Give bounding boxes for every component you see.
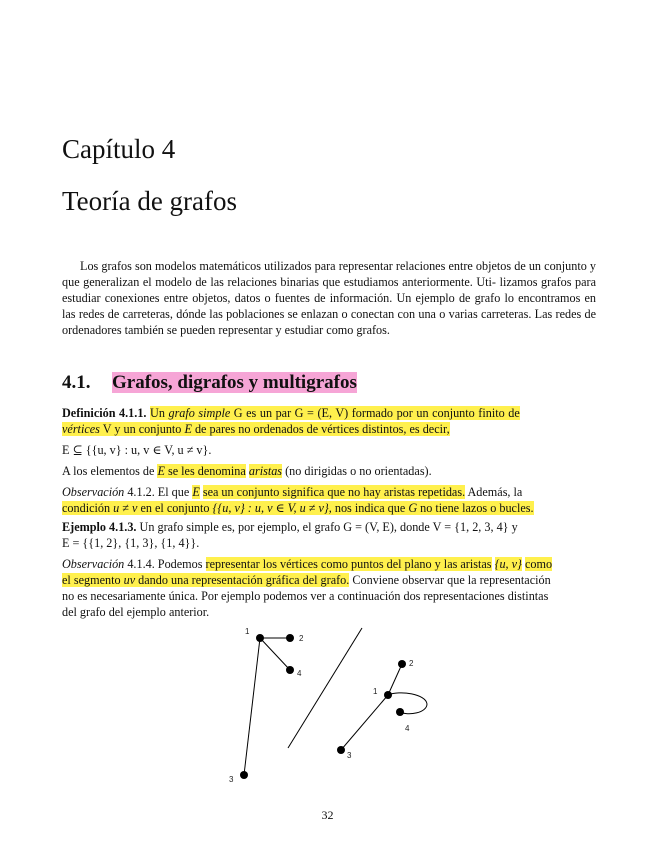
definition-label: Definición 4.1.1. [62, 406, 147, 420]
vertex-1 [256, 634, 264, 642]
label-vertex-2: 2 [299, 634, 304, 643]
vertex-4-right [396, 708, 404, 716]
vertex-1-right [384, 691, 392, 699]
vertex-2-right [398, 660, 406, 668]
edge-1-4-right [388, 693, 427, 714]
vertex-4 [286, 666, 294, 674]
page-number: 32 [321, 808, 334, 822]
separator-line [288, 628, 362, 748]
vertex-3 [240, 771, 248, 779]
left-graph [229, 627, 304, 784]
label-vertex-4-right: 4 [405, 724, 410, 733]
observation-4-1-2: Observación 4.1.2. El que E sea un conjunto significa que no hay aristas repetidas. Además, la condición u ≠ v en el conjunto {{u, v} : u, v ∈ V, u ≠ v}, nos indica que G no tiene lazos o bucles. [62, 485, 534, 515]
edge-1-2-right [388, 664, 402, 695]
chapter-label: Capítulo 4 [62, 134, 176, 164]
edge-1-4 [260, 638, 290, 670]
aristas-paragraph: A los elementos de E se les denomina aristas (no dirigidas o no orientadas). [62, 464, 432, 478]
label-vertex-3: 3 [229, 775, 234, 784]
label-vertex-2-right: 2 [409, 659, 414, 668]
label-vertex-1: 1 [245, 627, 250, 636]
edge-1-3 [244, 638, 260, 775]
label-vertex-3-right: 3 [347, 751, 352, 760]
label-vertex-1-right: 1 [373, 687, 378, 696]
observation-4-1-4: Observación 4.1.4. Podemos representar los vértices como puntos del plano y las aristas {u, v} como el segmento uv dando una representación gráfica del grafo. Conviene observar que la representación no es necesariamente única. Por ejemplo podemos ver a continuación dos representaciones distintas del grafo del ejemplo anterior. [62, 557, 553, 619]
vertex-3-right [337, 746, 345, 754]
section-number: 4.1. [62, 372, 91, 393]
label-vertex-4: 4 [297, 669, 302, 678]
definition-4-1-1: Definición 4.1.1. Un grafo simple G es un par G = (E, V) formado por un conjunto finito de vértices V y un conjunto E de pares no ordenados de vértices distintos, es decir, [62, 406, 520, 436]
edge-1-3-right [341, 695, 388, 750]
example-4-1-3: Ejemplo 4.1.3. Un grafo simple es, por ejemplo, el grafo G = (V, E), donde V = {1, 2, 3, 4} y E = {{1, 2}, {1, 3}, {1, 4}}. [62, 520, 518, 550]
right-graph [337, 659, 427, 760]
equation: E ⊆ {{u, v} : u, v ∈ V, u ≠ v}. [62, 443, 212, 457]
section-title: Grafos, digrafos y multigrafos [112, 372, 357, 393]
intro-paragraph: Los grafos son modelos matemáticos utilizados para representar relaciones entre objetos de un conjunto y que generalizan el modelo de las relaciones binarias que estudiamos anteriormente. Uti- lizamos grafos para estudiar conexiones entre objetos, datos o fuentes de información. Un ejemplo de grafo lo encontramos en las redes de carreteras, dónde las poblaciones se enlazan o conectan con una o varias carreteras. Las redes de ordenadores también se pueden representar y estudiar como grafos. [62, 259, 597, 337]
chapter-title: Teoría de grafos [62, 186, 238, 216]
vertex-2 [286, 634, 294, 642]
